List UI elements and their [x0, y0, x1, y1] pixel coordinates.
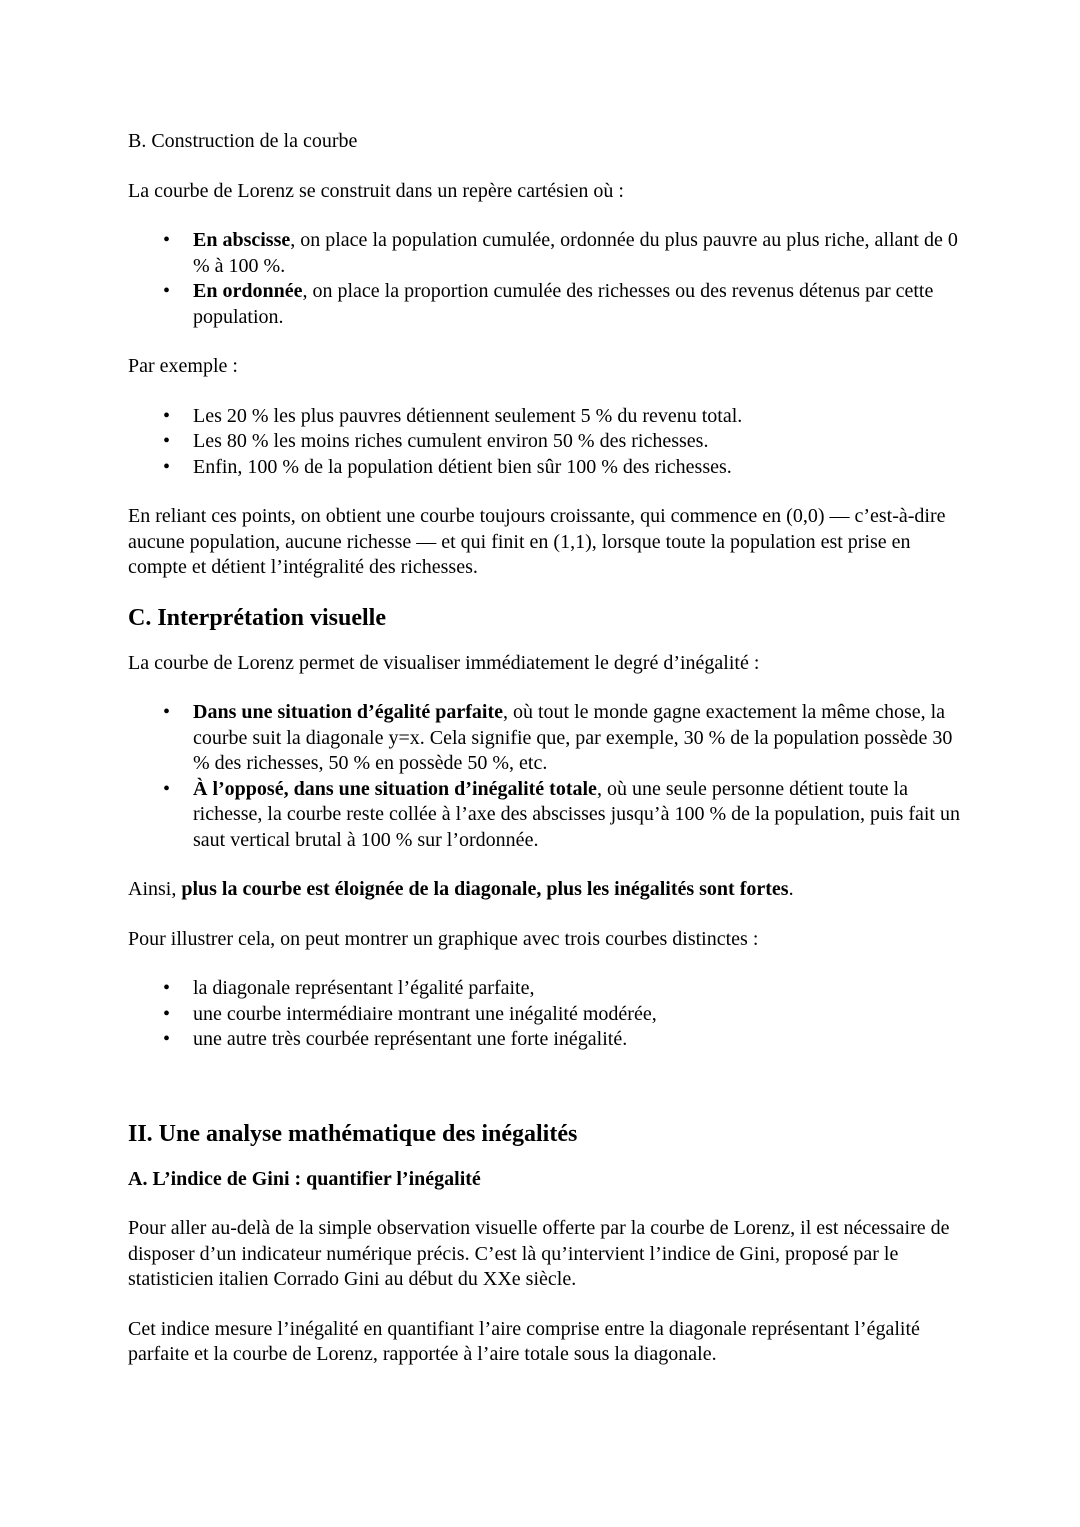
list-item: • une autre très courbée représentant une forte inégalité.	[193, 1027, 960, 1053]
list-item	[193, 700, 960, 777]
case-inequality-text: , où une seule personne détient toute la richesse, la courbe reste collée à l’axe des abscisses jusqu’à 100 % de la population, puis fait un saut vertical brutal à 100 % sur l’ordonnée.	[193, 777, 960, 851]
subsection-a-title: A. L’indice de Gini : quantifier l’inégalité	[128, 1167, 481, 1190]
list-item: • Les 80 % les moins riches cumulent environ 50 % des richesses.	[193, 429, 960, 455]
section-c-title: C. Interprétation visuelle	[128, 604, 386, 631]
list-item	[193, 777, 960, 854]
list-item: • la diagonale représentant l’égalité parfaite,	[193, 976, 960, 1002]
section-c-summary	[128, 877, 960, 903]
axes-list	[128, 228, 960, 330]
part-2-title: II. Une analyse mathématique des inégalités	[128, 1120, 578, 1147]
example-intro: Par exemple :	[128, 355, 238, 377]
axis-y-text: , on place la proportion cumulée des richesses ou des revenus détenus par cette population.	[193, 280, 934, 328]
gini-paragraph-2: Cet indice mesure l’inégalité en quantifiant l’aire comprise entre la diagonale représentant l’égalité parfaite et la courbe de Lorenz, rapportée à l’aire totale sous la diagonale.	[128, 1317, 920, 1365]
list-item	[193, 228, 960, 279]
case-equality-lead: Dans une situation d’égalité parfaite	[193, 701, 503, 723]
case-equality-text: , où tout le monde gagne exactement la même chose, la courbe suit la diagonale y=x. Cela signifie que, par exemple, 30 % de la population possède 30 % des richesses, 50 % en possède 50 %, etc.	[193, 701, 953, 774]
summary-suffix: .	[788, 878, 794, 900]
summary-bold: plus la courbe est éloignée de la diagonale, plus les inégalités sont fortes	[181, 878, 789, 900]
summary-prefix: Ainsi,	[128, 878, 182, 900]
section-b-title: B. Construction de la courbe	[128, 130, 358, 152]
examples-list	[128, 404, 960, 481]
cases-list	[128, 700, 960, 853]
gini-paragraph-1: Pour aller au-delà de la simple observation visuelle offerte par la courbe de Lorenz, il est nécessaire de disposer d’un indicateur numérique précis. C’est là qu’intervient l’indice de Gini, proposé par le statisticien italien Corrado Gini au début du XXe siècle.	[128, 1217, 950, 1290]
curves-list	[128, 976, 960, 1053]
case-inequality-lead: À l’opposé, dans une situation d’inégalité totale	[193, 777, 597, 800]
axis-x-text: , on place la population cumulée, ordonnée du plus pauvre au plus riche, allant de 0 % à 100 %.	[193, 229, 958, 277]
list-item: • Les 20 % les plus pauvres détiennent seulement 5 % du revenu total.	[193, 404, 960, 430]
axis-y-lead: En ordonnée	[193, 280, 303, 302]
illustration-intro: Pour illustrer cela, on peut montrer un graphique avec trois courbes distinctes :	[128, 927, 759, 950]
section-c-intro: La courbe de Lorenz permet de visualiser immédiatement le degré d’inégalité :	[128, 651, 760, 674]
list-item	[193, 279, 960, 330]
list-item: • Enfin, 100 % de la population détient bien sûr 100 % des richesses.	[193, 455, 960, 481]
list-item: • une courbe intermédiaire montrant une inégalité modérée,	[193, 1002, 960, 1028]
section-b-conclusion: En reliant ces points, on obtient une courbe toujours croissante, qui commence en (0,0) — c’est-à-dire aucune population, aucune richesse — et qui finit en (1,1), lorsque toute la population est prise en compte et détient l’intégralité des richesses.	[128, 505, 946, 578]
section-b-intro: La courbe de Lorenz se construit dans un repère cartésien où :	[128, 179, 624, 202]
axis-x-lead: En abscisse	[193, 229, 291, 251]
